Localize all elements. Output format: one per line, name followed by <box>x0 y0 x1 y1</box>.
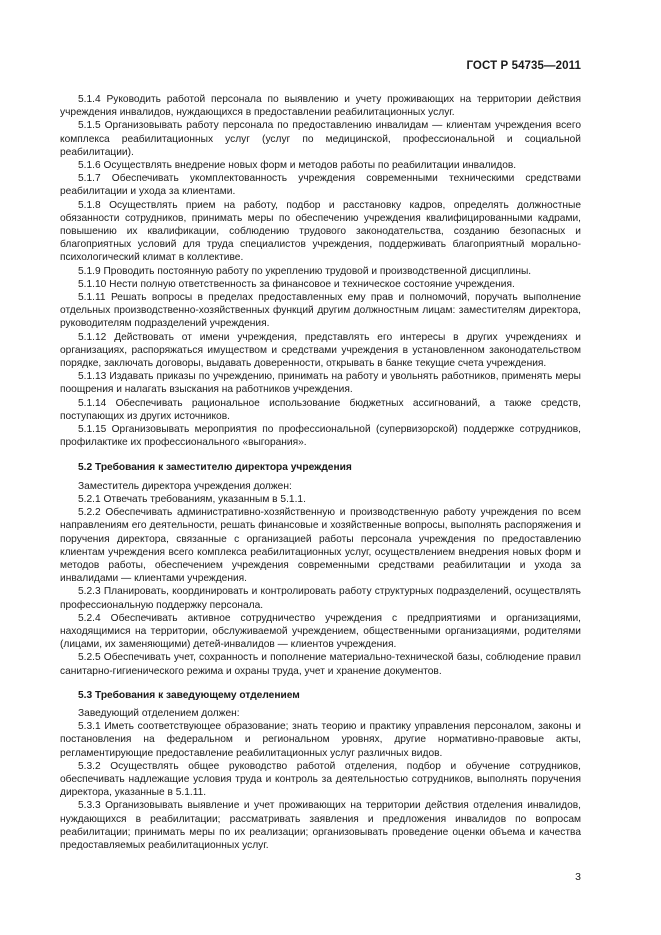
paragraph-5-3-3: 5.3.3 Организовывать выявление и учет проживающих на территории действия отделения инвалидов, нуждающихся в реабилитации; рассматривать заявления и предложения инвалидов по вопросам реабилитации; принимать меры по их реализации; организовывать проведение оценки объема и качества предоставляемых реабилитационных услуг. <box>60 800 581 851</box>
page-number: 3 <box>575 871 581 883</box>
paragraph-5-3-1: 5.3.1 Иметь соответствующее образование; знать теорию и практику управления персоналом, законы и постановления на федеральном и региональном уровнях, другие нормативно-правовые акты, регламентирующие предоставление реабилитационных услуг различных видов. <box>60 721 581 759</box>
paragraph-5-2-1: 5.2.1 Отвечать требованиям, указанным в 5.1.1. <box>78 493 306 505</box>
paragraph-5-1-6: 5.1.6 Осуществлять внедрение новых форм и методов работы по реабилитации инвалидов. <box>78 160 517 172</box>
paragraph-5-2-2: 5.2.2 Обеспечивать административно-хозяйственную и производственную работу учреждения по всем направлениям его деятельности, решать финансовые и хозяйственные вопросы, выполнять распоряжения и поручения директора, связанные с организацией работы персонала учреждения по предоставлению клиентам учреждения всего комплекса реабилитационных услуг, осуществлением внедрения новых форм и методов работы, обеспечением учреждения современными средствами реабилитации и ухода за инвалидами — клиентами учреждения. <box>60 507 581 585</box>
paragraph-5-2-5: 5.2.5 Обеспечивать учет, сохранность и пополнение материально-технической базы, соблюдение правил санитарно-гигиенического режима и охраны труда, учет и хранение документов. <box>60 652 581 677</box>
paragraph-5-1-15: 5.1.15 Организовывать мероприятия по профессиональной (супервизорской) поддержке сотрудников, профилактике их профессионального «выгорания». <box>60 424 581 449</box>
section-heading-5-3: 5.3 Требования к заведующему отделением <box>78 689 300 701</box>
paragraph-5-1-14: 5.1.14 Обеспечивать рациональное использование бюджетных ассигнований, а также средств, поступающих из других источников. <box>60 397 581 422</box>
paragraph-5-1-4: 5.1.4 Руководить работой персонала по выявлению и учету проживающих на территории действия учреждения инвалидов, нуждающихся в предоставлении реабилитационных услуг. <box>60 94 581 119</box>
paragraph-5-1-11: 5.1.11 Решать вопросы в пределах предоставленных ему прав и полномочий, поручать выполнение отдельных производственно-хозяйственных функций другим должностным лицам: заместителям директора, руководителям подразделений учреждения. <box>60 292 581 330</box>
paragraph-5-3-intro: Заведующий отделением должен: <box>78 707 240 719</box>
paragraph-5-1-7: 5.1.7 Обеспечивать укомплектованность учреждения современными техническими средствами реабилитации и ухода за клиентами. <box>60 173 581 198</box>
paragraph-5-1-9: 5.1.9 Проводить постоянную работу по укреплению трудовой и производственной дисциплины. <box>78 265 532 277</box>
paragraph-5-2-3: 5.2.3 Планировать, координировать и контролировать работу структурных подразделений, осуществлять профессиональную поддержку персонала. <box>60 586 581 611</box>
paragraph-5-1-12: 5.1.12 Действовать от имени учреждения, представлять его интересы в других учреждениях и организациях, распоряжаться имуществом и средствами учреждения в установленном законодательством порядке, заключать договоры, выдавать доверенности, открывать в банке текущие счета учреждения. <box>60 331 581 370</box>
paragraph-5-2-intro: Заместитель директора учреждения должен: <box>78 480 292 492</box>
paragraph-5-1-10: 5.1.10 Нести полную ответственность за финансовое и техническое состояние учреждения. <box>78 278 515 290</box>
paragraph-5-3-2: 5.3.2 Осуществлять общее руководство работой отделения, подбор и обучение сотрудников, обеспечивать надлежащие условия труда и контроль за деятельностью сотрудников, выполнять поручения директора, указанные в 5.1.11. <box>60 760 581 799</box>
paragraph-5-1-8: 5.1.8 Осуществлять прием на работу, подбор и расстановку кадров, определять должностные обязанности сотрудников, принимать меры по обеспечению учреждения квалифицированными кадрами, повышению их квалификации, соблюдению трудового законодательства, созданию безопасных и благоприятных условий для труда специалистов учреждения, поддерживать благоприятный морально-психологический климат в коллективе. <box>60 199 581 264</box>
paragraph-5-2-4: 5.2.4 Обеспечивать активное сотрудничество учреждения с предприятиями и организациями, находящимися на территории, обслуживаемой учреждением, общественными организациями, родителями (лицами, их заменяющими) детей-инвалидов — клиентов учреждения. <box>60 612 581 651</box>
paragraph-5-1-5: 5.1.5 Организовывать работу персонала по предоставлению инвалидам — клиентам учреждения всего комплекса реабилитационных услуг (услуг по медицинской, профессиональной и социальной реабилитации). <box>60 120 581 158</box>
section-heading-5-2: 5.2 Требования к заместителю директора учреждения <box>78 462 352 474</box>
document-page <box>60 0 581 935</box>
document-header: ГОСТ Р 54735—2011 <box>466 60 581 72</box>
document-body <box>60 93 581 852</box>
paragraph-5-1-13: 5.1.13 Издавать приказы по учреждению, принимать на работу и увольнять работников, применять меры поощрения и налагать взыскания на работников учреждения. <box>60 371 581 396</box>
